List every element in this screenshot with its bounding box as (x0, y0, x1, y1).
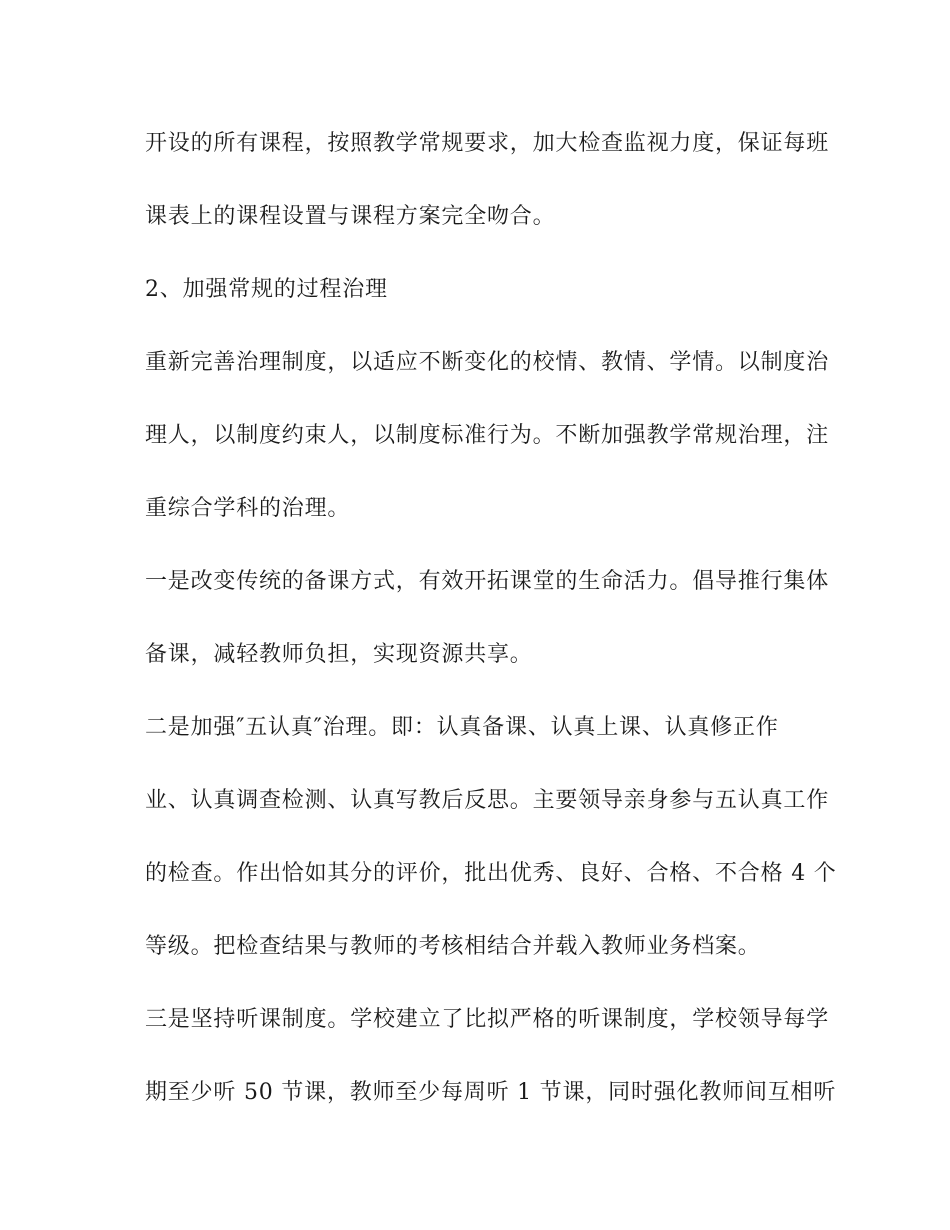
text-line: 等级。把检查结果与教师的考核相结合并载入教师业务档案。 (145, 934, 761, 959)
text-line: 开设的所有课程，按照教学常规要求，加大检查监视力度，保证每班 (145, 131, 830, 156)
section-heading: 2、加强常规的过程治理 (145, 277, 388, 302)
text-line: 理人，以制度约束人，以制度标准行为。不断加强教学常规治理，注 (145, 423, 830, 448)
text-line: 重综合学科的治理。 (145, 496, 351, 521)
text-line: 期至少听 50 节课，教师至少每周听 1 节课，同时强化教师间互相听 (145, 1080, 837, 1105)
text-line: 业、认真调查检测、认真写教后反思。主要领导亲身参与五认真工作 (145, 788, 830, 813)
text-line: 重新完善治理制度，以适应不断变化的校情、教情、学情。以制度治 (145, 350, 830, 375)
text-line: 的检查。作出恰如其分的评价，批出优秀、良好、合格、不合格 4 个 (145, 861, 837, 886)
text-line: 三是坚持听课制度。学校建立了比拟严格的听课制度，学校领导每学 (145, 1007, 830, 1032)
text-line: 二是加强″五认真″治理。即：认真备课、认真上课、认真修正作 (145, 715, 779, 740)
document-body (145, 121, 837, 1143)
text-line: 一是改变传统的备课方式，有效开拓课堂的生命活力。倡导推行集体 (145, 569, 830, 594)
text-line: 备课，减轻教师负担，实现资源共享。 (145, 642, 533, 667)
text-line: 课表上的课程设置与课程方案完全吻合。 (145, 204, 556, 229)
